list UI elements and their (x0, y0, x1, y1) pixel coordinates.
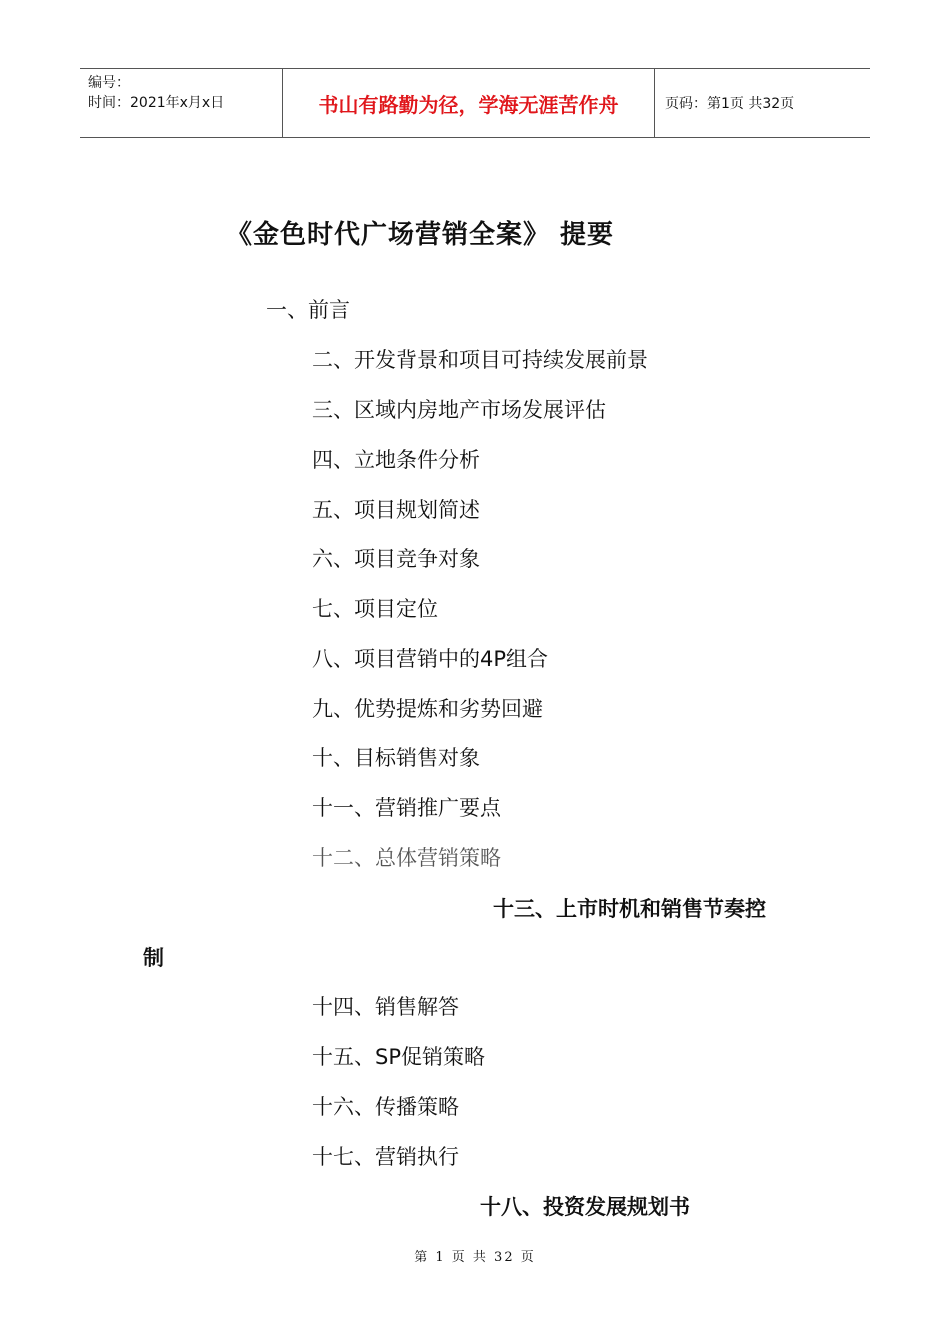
toc-item-18: 十八、投资发展规划书 (480, 1195, 690, 1219)
header-page-info: 页码：第1页 共32页 (665, 96, 795, 112)
toc-item-16: 十六、传播策略 (312, 1095, 459, 1119)
toc-item-12: 十二、总体营销策略 (312, 846, 501, 870)
toc-item-11: 十一、营销推广要点 (312, 796, 501, 820)
toc-item-13-wrap: 制 (143, 946, 164, 970)
toc-item-14: 十四、销售解答 (312, 995, 459, 1019)
time-label: 时间：2021年x月x日 (88, 95, 225, 111)
toc-item-15: 十五、SP促销策略 (312, 1045, 485, 1069)
toc-item-5: 五、项目规划简述 (312, 498, 480, 522)
toc-item-13: 十三、上市时机和销售节奏控 (493, 897, 766, 921)
toc-item-9: 九、优势提炼和劣势回避 (312, 697, 543, 721)
toc-item-4: 四、立地条件分析 (312, 448, 480, 472)
toc-item-17: 十七、营销执行 (312, 1145, 459, 1169)
header-motto: 书山有路勤为径，学海无涯苦作舟 (282, 69, 655, 137)
toc-item-2: 二、开发背景和项目可持续发展前景 (312, 348, 648, 372)
header-meta (80, 69, 282, 137)
page-footer: 第 1 页 共 32 页 (414, 1250, 536, 1265)
toc-item-1: 一、前言 (266, 298, 350, 322)
header-table (80, 68, 870, 138)
toc-item-6: 六、项目竞争对象 (312, 547, 480, 571)
toc-item-7: 七、项目定位 (312, 597, 438, 621)
toc-item-8: 八、项目营销中的4P组合 (312, 647, 549, 671)
document-title: 《金色时代广场营销全案》 提要 (225, 220, 615, 250)
toc-item-3: 三、区域内房地产市场发展评估 (312, 398, 606, 422)
number-label: 编号： (88, 75, 130, 91)
toc-item-10: 十、目标销售对象 (312, 746, 480, 770)
